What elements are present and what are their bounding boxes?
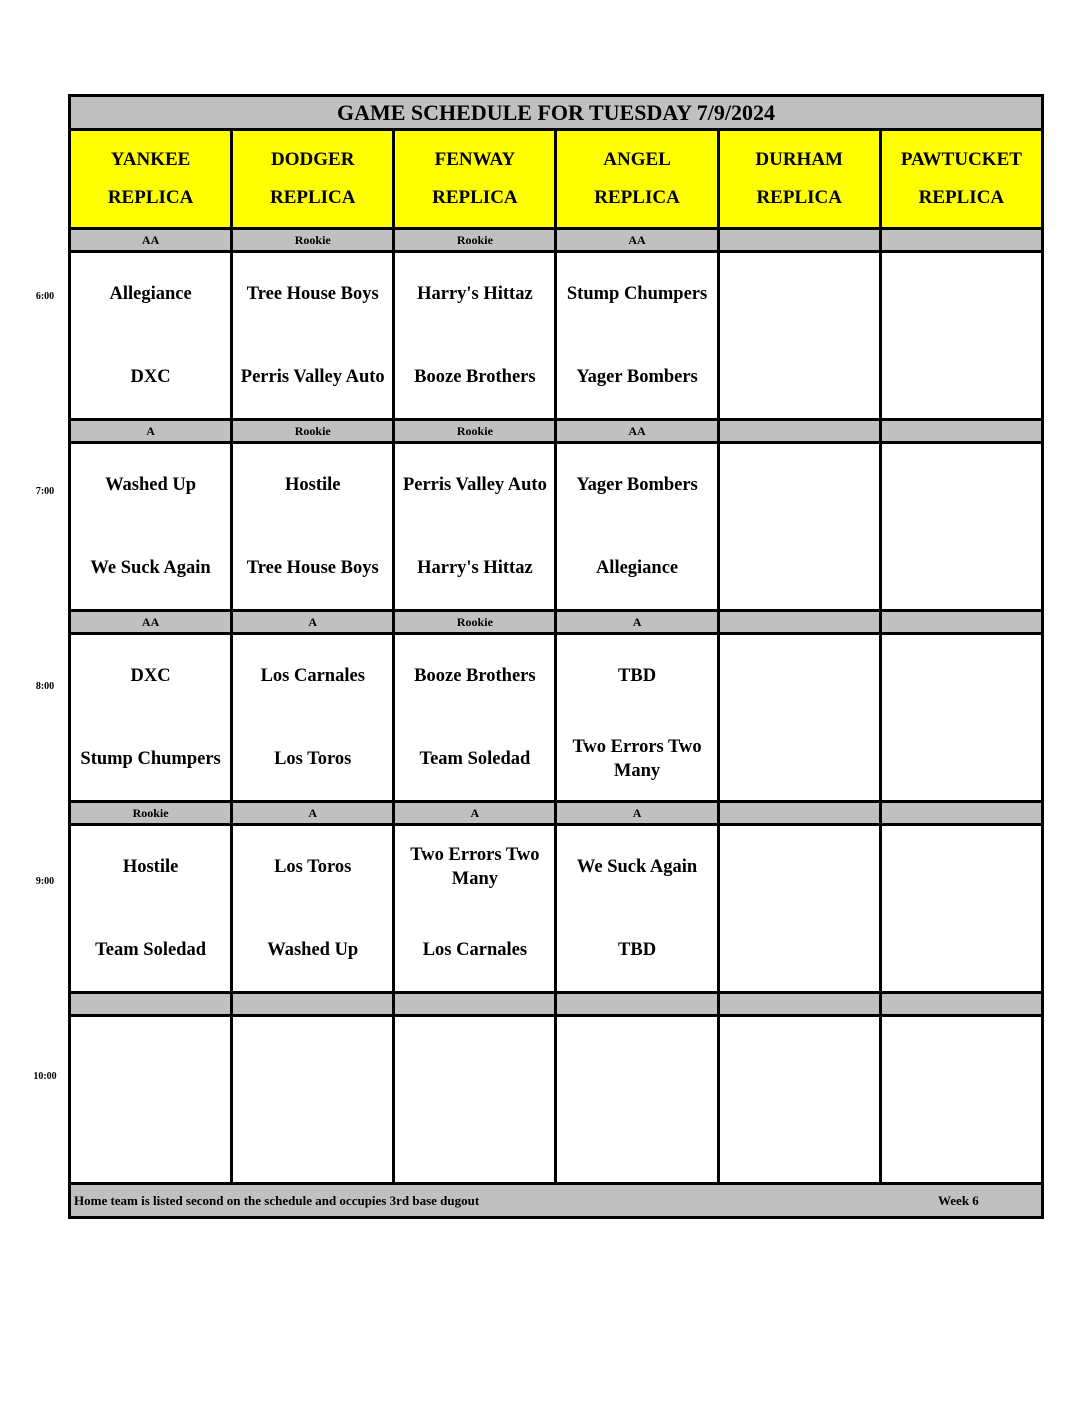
home-team: Perris Valley Auto [240, 366, 385, 387]
game-cell [233, 444, 392, 609]
home-team-cell [395, 1100, 554, 1183]
division-level: Rookie [233, 230, 392, 250]
field-name: FENWAY [434, 149, 516, 170]
field-header [557, 131, 716, 227]
home-team-cell [71, 718, 230, 801]
home-team: Los Carnales [422, 939, 528, 960]
division-level [720, 230, 879, 250]
game-cell [882, 826, 1041, 991]
away-team: Hostile [284, 475, 341, 496]
home-team-cell [720, 336, 879, 419]
division-level [395, 994, 554, 1014]
division-level: AA [71, 230, 230, 250]
away-team: Washed Up [105, 475, 197, 496]
home-team-cell [233, 527, 392, 610]
away-team-cell [71, 253, 230, 336]
home-team-cell [233, 909, 392, 992]
game-cell [720, 253, 879, 418]
home-team: Tree House Boys [246, 557, 379, 578]
week-label: Week 6 [938, 1193, 979, 1208]
away-team: Los Carnales [260, 666, 365, 687]
away-team-cell [233, 444, 392, 527]
division-level: A [233, 803, 392, 823]
away-team: Los Toros [274, 857, 352, 878]
game-cell [233, 253, 392, 418]
home-team: Allegiance [595, 557, 679, 578]
home-team-cell [71, 527, 230, 610]
field-name: ANGEL [603, 149, 671, 170]
away-team-cell [395, 1017, 554, 1100]
home-team-cell [882, 336, 1041, 419]
home-team-cell [882, 718, 1041, 801]
division-level [71, 994, 230, 1014]
game-cell [882, 444, 1041, 609]
game-cell [557, 635, 716, 800]
game-cell [557, 253, 716, 418]
division-level: A [557, 612, 716, 632]
away-team-cell [557, 826, 716, 909]
game-row [71, 444, 1041, 609]
division-level [882, 421, 1041, 441]
game-cell [557, 826, 716, 991]
away-team: TBD [618, 666, 657, 687]
home-team-cell [882, 909, 1041, 992]
home-team-cell [720, 1100, 879, 1183]
time-label-8: 8:00 [35, 681, 55, 692]
game-row [71, 253, 1041, 418]
away-team-cell [557, 444, 716, 527]
away-team-cell [720, 826, 879, 909]
away-team: Two Errors Two Many [410, 845, 540, 890]
division-level: Rookie [233, 421, 392, 441]
division-level [882, 230, 1041, 250]
game-cell [71, 253, 230, 418]
away-team-cell [395, 444, 554, 527]
game-cell [720, 826, 879, 991]
game-cell [882, 1017, 1041, 1182]
division-level: A [557, 803, 716, 823]
home-team: Team Soledad [95, 939, 206, 960]
home-team: Los Toros [274, 748, 352, 769]
away-team: Yager Bombers [576, 475, 698, 496]
division-level [720, 803, 879, 823]
division-level: AA [557, 230, 716, 250]
away-team-cell [395, 635, 554, 718]
home-team-cell [882, 1100, 1041, 1183]
home-team: We Suck Again [90, 557, 211, 578]
away-team: Harry's Hittaz [417, 284, 533, 305]
home-team: Booze Brothers [414, 366, 536, 387]
level-row [71, 994, 1041, 1014]
home-team-cell [71, 1100, 230, 1183]
level-row [71, 803, 1041, 823]
game-cell [720, 1017, 879, 1182]
home-team: DXC [130, 366, 171, 387]
game-cell [395, 444, 554, 609]
game-cell [233, 635, 392, 800]
level-row [71, 230, 1041, 250]
division-level [233, 994, 392, 1014]
home-team-cell [71, 336, 230, 419]
game-row [71, 1017, 1041, 1182]
home-team-cell [557, 336, 716, 419]
away-team-cell [233, 635, 392, 718]
away-team-cell [720, 1017, 879, 1100]
division-level: A [233, 612, 392, 632]
division-level [882, 612, 1041, 632]
game-cell [71, 444, 230, 609]
home-team-cell [233, 718, 392, 801]
game-cell [720, 635, 879, 800]
away-team-cell [882, 253, 1041, 336]
division-level: Rookie [395, 421, 554, 441]
away-team-cell [720, 253, 879, 336]
home-team-cell [395, 718, 554, 801]
game-row [71, 826, 1041, 991]
division-level [882, 994, 1041, 1014]
division-level: Rookie [395, 230, 554, 250]
game-cell [557, 1017, 716, 1182]
field-header [882, 131, 1041, 227]
away-team: Perris Valley Auto [402, 475, 547, 496]
field-name: DODGER [271, 149, 355, 170]
away-team-cell [71, 444, 230, 527]
division-level: AA [71, 612, 230, 632]
game-row [71, 635, 1041, 800]
away-team-cell [720, 635, 879, 718]
field-name: DURHAM [755, 149, 843, 170]
home-team: Yager Bombers [576, 366, 698, 387]
time-label-9: 9:00 [35, 876, 55, 887]
division-level [720, 994, 879, 1014]
schedule-title: GAME SCHEDULE FOR TUESDAY 7/9/2024 [71, 97, 1041, 128]
away-team-cell [882, 826, 1041, 909]
away-team-cell [395, 253, 554, 336]
game-cell [395, 253, 554, 418]
home-team-cell [233, 1100, 392, 1183]
game-cell [71, 1017, 230, 1182]
home-team-cell [395, 527, 554, 610]
game-cell [395, 826, 554, 991]
home-team-note: Home team is listed second on the schedule and occupies 3rd base dugout [74, 1193, 480, 1208]
field-sub: REPLICA [918, 187, 1005, 208]
away-team-cell [882, 1017, 1041, 1100]
away-team-cell [882, 444, 1041, 527]
game-cell [233, 826, 392, 991]
division-level [882, 803, 1041, 823]
away-team: DXC [130, 666, 171, 687]
away-team-cell [720, 444, 879, 527]
game-cell [395, 1017, 554, 1182]
game-cell [233, 1017, 392, 1182]
away-team-cell [71, 1017, 230, 1100]
field-sub: REPLICA [269, 187, 356, 208]
time-label-6: 6:00 [35, 291, 55, 302]
away-team: Tree House Boys [246, 284, 379, 305]
field-header [395, 131, 554, 227]
field-header-row [71, 131, 1041, 227]
home-team: Washed Up [267, 939, 359, 960]
home-team-cell [720, 527, 879, 610]
field-header [71, 131, 230, 227]
home-team: Team Soledad [419, 748, 531, 769]
division-level [557, 994, 716, 1014]
field-header [720, 131, 879, 227]
away-team: Allegiance [109, 284, 192, 305]
game-cell [557, 444, 716, 609]
field-name: PAWTUCKET [900, 149, 1022, 170]
level-row [71, 612, 1041, 632]
level-row [71, 421, 1041, 441]
field-name: YANKEE [110, 149, 191, 170]
game-cell [71, 635, 230, 800]
home-team-cell [233, 336, 392, 419]
away-team-cell [71, 635, 230, 718]
division-level: AA [557, 421, 716, 441]
home-team-cell [395, 909, 554, 992]
division-level: Rookie [71, 803, 230, 823]
schedule-footer [71, 1185, 1041, 1216]
away-team-cell [233, 1017, 392, 1100]
home-team-cell [720, 909, 879, 992]
game-cell [720, 444, 879, 609]
away-team-cell [557, 635, 716, 718]
game-cell [71, 826, 230, 991]
away-team-cell [233, 253, 392, 336]
division-level: A [395, 803, 554, 823]
field-sub: REPLICA [756, 187, 842, 208]
away-team-cell [395, 826, 554, 909]
away-team-cell [71, 826, 230, 909]
schedule-table [68, 94, 1044, 1219]
away-team: We Suck Again [576, 857, 698, 878]
field-sub: REPLICA [594, 187, 680, 208]
home-team-cell [557, 527, 716, 610]
home-team-cell [557, 718, 716, 801]
field-sub: REPLICA [107, 187, 194, 208]
home-team-cell [720, 718, 879, 801]
home-team-cell [557, 1100, 716, 1183]
division-level: Rookie [395, 612, 554, 632]
away-team: Stump Chumpers [566, 284, 708, 305]
time-label-7: 7:00 [35, 486, 55, 497]
game-cell [882, 253, 1041, 418]
home-team-cell [71, 909, 230, 992]
field-header [233, 131, 392, 227]
home-team-cell [882, 527, 1041, 610]
away-team: Booze Brothers [414, 666, 536, 687]
division-level [720, 612, 879, 632]
away-team-cell [233, 826, 392, 909]
away-team: Hostile [122, 857, 179, 878]
home-team: TBD [618, 939, 657, 960]
time-label-10: 10:00 [33, 1071, 57, 1082]
away-team-cell [557, 253, 716, 336]
field-sub: REPLICA [432, 187, 518, 208]
away-team-cell [882, 635, 1041, 718]
home-team: Harry's Hittaz [417, 557, 533, 578]
home-team-cell [395, 336, 554, 419]
game-cell [395, 635, 554, 800]
division-level: A [71, 421, 230, 441]
home-team-cell [557, 909, 716, 992]
game-cell [882, 635, 1041, 800]
home-team: Two Errors Two Many [572, 736, 702, 781]
home-team: Stump Chumpers [80, 748, 221, 769]
division-level [720, 421, 879, 441]
away-team-cell [557, 1017, 716, 1100]
